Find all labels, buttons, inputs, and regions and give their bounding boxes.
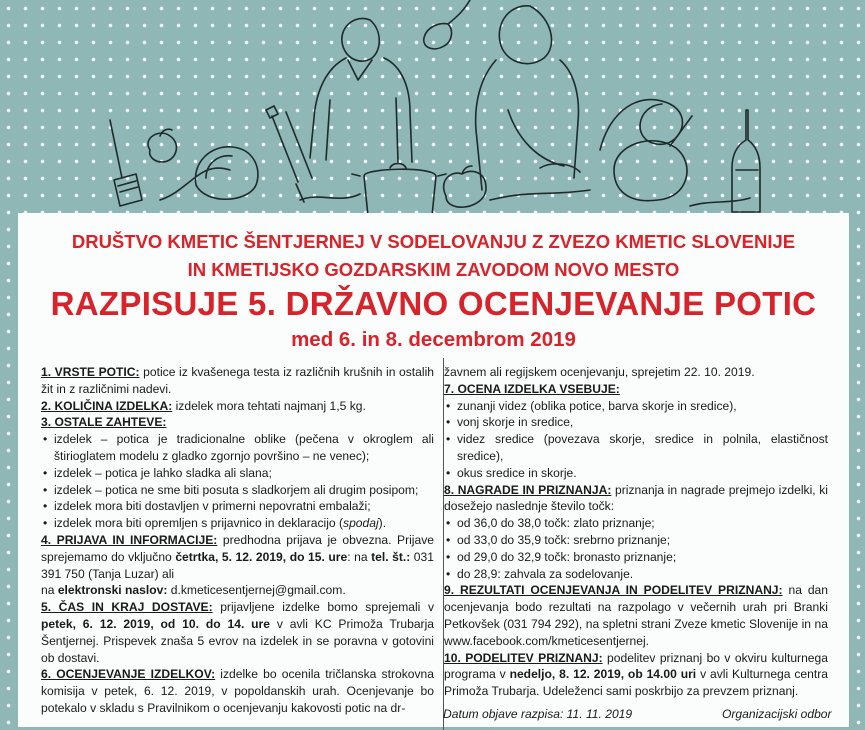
- phone-number: 031 391 750 (Tanja Luzar): [41, 549, 434, 581]
- section-9-text: na dan ocenjevanja bodo rezultati na razpolago v večernih urah pri Branki Petkovšek (031 794 292), na spletni strani Zveze kmetic Slovenije in na www.facebook.com/kmeticesentjernej.: [444, 583, 828, 648]
- section-2-title: 2. KOLIČINA IZDELKA:: [41, 398, 173, 413]
- section-4-text: predhodna prijava je obvezna. Prijave sprejemamo do vključno: [41, 532, 434, 564]
- section-7-list: [444, 398, 828, 482]
- section-5-title: 5. ČAS IN KRAJ DOSTAVE:: [41, 600, 213, 615]
- email-address: d.kmeticesentjernej@gmail.com: [167, 583, 343, 598]
- phone-label: tel. št.:: [371, 549, 411, 564]
- section-6-text: izdelke bo ocenila tričlanska strokovna komisija v petek, 6. 12. 2019, v popoldanskih urah. Ocenjevanje bo potekalo v skladu s Pravilnikom o ocenjevanju kakovosti potic na dr-: [41, 667, 434, 715]
- list-item-text-end: ).: [378, 516, 387, 531]
- list-item: • izdelek – potica je tradicionalne oblike (pečena v okroglem ali štirioglatem modelu z gladko zgornjo površino – ne venec);: [41, 431, 434, 465]
- list-item: • od 33,0 do 35,9 točk: srebrno priznanje;: [444, 532, 828, 549]
- section-6-title: 6. OCENJEVANJE IZDELKOV:: [41, 667, 216, 682]
- announcement-panel: [18, 213, 849, 727]
- list-item: • izdelek – potica ne sme biti posuta s sladkorjem ali drugim posipom;: [41, 482, 434, 499]
- left-column: [41, 364, 434, 717]
- list-item: • zunanji videz (oblika potice, barva skorje in sredice),: [444, 398, 828, 415]
- publication-date: Datum objave razpisa: 11. 11. 2019: [443, 707, 633, 721]
- cook-right-figure: [476, 6, 580, 190]
- section-9: [444, 582, 828, 649]
- section-4-na: na: [41, 583, 58, 598]
- list-item: • od 36,0 do 38,0 točk: zlato priznanje;: [444, 515, 828, 532]
- skillet-right-icon: [614, 116, 692, 201]
- cook-left-figure: [310, 18, 412, 162]
- section-6: [41, 666, 434, 716]
- section-5-text: prijavljene izdelke bomo sprejemali v: [212, 600, 434, 615]
- page-title: RAZPISUJE 5. DRŽAVNO OCENJEVANJE POTIC: [50, 285, 817, 322]
- organizing-committee: Organizacijski odbor: [722, 707, 832, 721]
- bottle-icon: [732, 110, 760, 212]
- section-5-text-2: v avli KC Primoža Trubarja Šentjernej. Prispevek znaša 5 evrov na izdelek in se poravna v gotovini ob dostavi.: [41, 616, 434, 665]
- section-8-title: 8. NAGRADE IN PRIZNANJA:: [444, 482, 612, 497]
- section-1-title: 1. VRSTE POTIC:: [41, 365, 140, 379]
- section-5: [41, 599, 434, 666]
- list-item: • izdelek mora biti dostavljen v primerni nepovratni embalaži;: [41, 498, 434, 515]
- section-2: [41, 398, 434, 415]
- section-1: [41, 364, 434, 398]
- list-item: • do 28,9: zahvala za sodelovanje.: [444, 566, 828, 583]
- delivery-date: petek, 6. 12. 2019, od 10. do 14. ure: [41, 616, 270, 631]
- section-10-text: podelitev priznanj bo v okviru kulturnega programa v: [444, 650, 828, 682]
- section-8: [444, 482, 828, 516]
- spatula-icon: [110, 120, 142, 206]
- pot-icon: [352, 164, 446, 216]
- section-3: [41, 414, 434, 431]
- section-4-or: ali: [158, 566, 175, 581]
- rolling-pin-icon: [266, 106, 312, 202]
- list-item-emphasis: spodaj: [343, 516, 379, 531]
- section-10-text-2: v avli Kulturnega centra Primoža Trubarja. Udeleženci sami poskrbijo za prevzem priznanj.: [444, 667, 828, 699]
- list-item: • videz sredice (povezava skorje, sredice in polnila, elastičnost sredice),: [444, 431, 828, 465]
- section-10: [444, 650, 828, 700]
- list-item-text: izdelek mora biti opremljen s prijavnico in deklaracijo (: [54, 516, 344, 531]
- ceremony-date: nedeljo, 8. 12. 2019, ob 14.00 uri: [509, 667, 697, 682]
- section-4-end: .: [342, 583, 346, 598]
- section-4-text-2: : na: [347, 549, 372, 564]
- section-4-title: 4. PRIJAVA IN INFORMACIJE:: [41, 532, 218, 547]
- deadline-date: četrtka, 5. 12. 2019, do 15. ure: [175, 549, 348, 564]
- ladle-icon: [424, 0, 470, 49]
- list-item: • okus sredice in skorje.: [444, 465, 828, 482]
- section-8-text: priznanja in nagrade prejmejo izdelki, ki dosežejo naslednje število točk:: [444, 482, 828, 514]
- section-1-text: potice iz kvašenega testa iz različnih krušnih in ostalih žit in z različnimi nadevi.: [41, 365, 434, 396]
- section-7: [444, 381, 828, 398]
- section-3-title: 3. OSTALE ZAHTEVE:: [41, 415, 167, 430]
- tomato-icon: [148, 129, 176, 162]
- section-10-title: 10. PODELITEV PRIZNANJ:: [444, 650, 603, 665]
- section-7-title: 7. OCENA IZDELKA VSEBUJE:: [444, 381, 620, 396]
- section-4: [41, 532, 434, 599]
- section-8-list: [444, 515, 828, 582]
- skillet-icon: [195, 147, 257, 199]
- email-label: elektronski naslov:: [57, 583, 168, 598]
- event-dates: med 6. in 8. decembrom 2019: [291, 328, 576, 351]
- list-item: • vonj skorje in sredice,: [444, 414, 828, 431]
- organizer-line-2: IN KMETIJSKO GOZDARSKIM ZAVODOM NOVO MESTO: [187, 259, 680, 280]
- cooking-illustration: [0, 0, 865, 215]
- list-item: • od 29,0 do 32,9 točk: bronasto priznanje;: [444, 549, 828, 566]
- right-column: [444, 364, 828, 700]
- organizer-line-1: DRUŠTVO KMETIC ŠENTJERNEJ V SODELOVANJU Z ZVEZO KMETIC SLOVENIJE: [71, 231, 796, 252]
- list-item: [41, 515, 434, 532]
- section-3-list: [41, 431, 434, 532]
- section-9-title: 9. REZULTATI OCENJEVANJA IN PODELITEV PRIZNANJ:: [444, 583, 783, 598]
- section-6-continued: žavnem ali regijskem ocenjevanju, sprejetim 22. 10. 2019.: [444, 365, 755, 379]
- list-item: • izdelek – potica je lahko sladka ali slana;: [41, 465, 434, 482]
- section-2-text: izdelek mora tehtati najmanj 1,5 kg.: [172, 398, 366, 413]
